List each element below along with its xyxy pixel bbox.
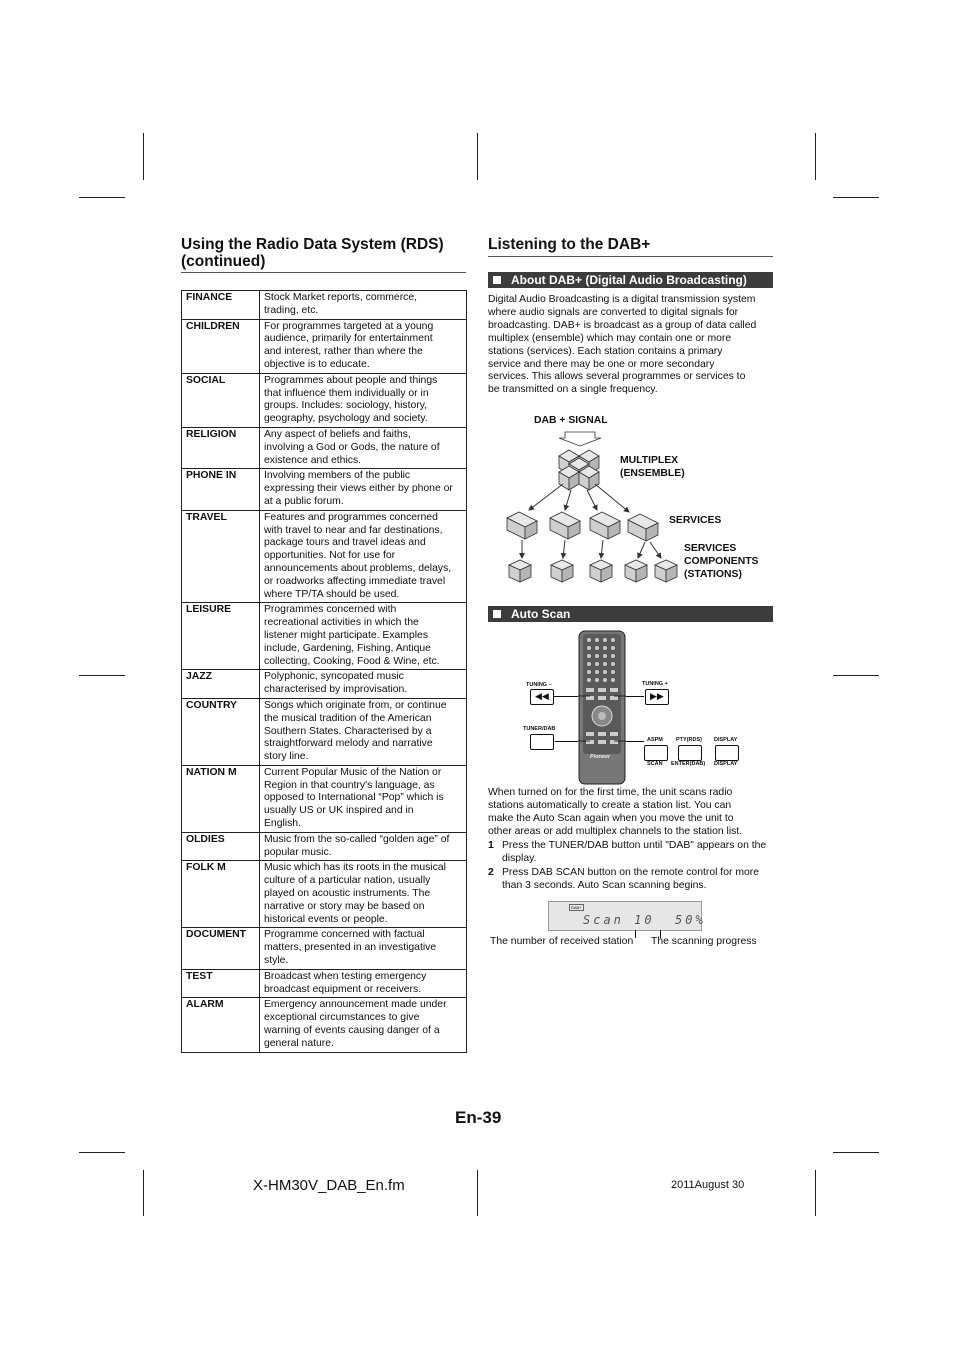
description-line: historical events or people. <box>264 913 388 925</box>
text-line: When turned on for the first time, the unit scans radio <box>488 787 733 798</box>
pty-name: TRAVEL <box>182 510 260 603</box>
table-row <box>182 319 467 373</box>
tuner-dab-button <box>530 734 554 750</box>
description-line: Current Popular Music of the Nation or <box>264 766 442 778</box>
caption-scan-progress: The scanning progress <box>651 936 757 947</box>
description-line: Involving members of the public <box>264 470 411 482</box>
description-line: involving a God or Gods, the nature of <box>264 441 440 453</box>
title-line: (continued) <box>181 253 266 270</box>
label-line: COMPONENTS <box>684 556 759 567</box>
description-line: package tours and travel ideas and <box>264 537 426 549</box>
description-line: geography, psychology and society. <box>264 413 428 425</box>
description-line: culture of a particular nation, usually <box>264 875 431 887</box>
description-line: that influence them individually or in <box>264 387 429 399</box>
description-line: Emergency announcement made under <box>264 999 447 1011</box>
text-line: services. This allows several programmes or services to <box>488 371 746 383</box>
pty-name: RELIGION <box>182 427 260 468</box>
tuning-plus-label: TUNING + <box>642 681 668 687</box>
description-line: trading, etc. <box>264 304 319 316</box>
pty-description <box>260 765 467 832</box>
pty-description <box>260 698 467 765</box>
about-dab-heading <box>488 272 773 288</box>
description-line: collecting, Cooking, Food & Wine, etc. <box>264 655 440 667</box>
text-line: be transmitted on a single frequency. <box>488 384 658 396</box>
description-line: audience, primarily for entertainment <box>264 333 433 345</box>
description-line: usually US or UK inspired and in <box>264 805 414 817</box>
tuning-minus-label: TUNING − <box>526 682 552 688</box>
description-line: Programmes concerned with <box>264 604 397 616</box>
description-line: Songs which originate from, or continue <box>264 699 447 711</box>
table-row <box>182 291 467 320</box>
pty-description <box>260 510 467 603</box>
description-line: Broadcast when testing emergency <box>264 970 427 982</box>
step-item <box>488 840 773 866</box>
pty-table <box>181 290 467 1053</box>
description-line: matters, presented in an investigative <box>264 942 437 954</box>
table-row <box>182 670 467 699</box>
label-line: (ENSEMBLE) <box>620 468 685 479</box>
text-line: service and there may be one or more secondary <box>488 358 715 370</box>
text-line: multiplex (ensemble) which may contain one or more <box>488 332 732 344</box>
label-line: MULTIPLEX <box>620 455 679 466</box>
pty-name: FOLK M <box>182 861 260 928</box>
lcd-display <box>548 901 706 931</box>
heading-text: About DAB+ (Digital Audio Broadcasting) <box>511 273 747 287</box>
description-line: listener might participate. Examples <box>264 629 429 641</box>
description-line: general nature. <box>264 1037 334 1049</box>
title-line: Using the Radio Data System (RDS) <box>181 236 444 253</box>
fast-forward-icon: ▶▶ <box>650 691 664 701</box>
tuner-dab-label: TUNER/DAB <box>523 726 556 732</box>
services-label: SERVICES <box>669 515 722 526</box>
description-line: story line. <box>264 751 309 763</box>
leader-line <box>626 696 644 697</box>
pty-name: PHONE IN <box>182 469 260 510</box>
pty-description <box>260 603 467 670</box>
aspm-label: ASPM <box>647 737 663 743</box>
pty-description <box>260 832 467 861</box>
description-line: objective is to educate. <box>264 358 370 370</box>
table-row <box>182 998 467 1052</box>
square-bullet-icon <box>493 610 501 618</box>
crop-mark <box>143 133 144 180</box>
description-line: with travel to near and far destinations, <box>264 524 443 536</box>
pty-name: ALARM <box>182 998 260 1052</box>
table-row <box>182 427 467 468</box>
description-line: Music which has its roots in the musical <box>264 862 446 874</box>
description-line: narrative or story may be based on <box>264 900 425 912</box>
description-line: at a public forum. <box>264 495 344 507</box>
pty-description <box>260 928 467 969</box>
crop-mark <box>79 675 125 676</box>
section-rule <box>488 256 773 257</box>
table-row <box>182 765 467 832</box>
description-line: exceptional circumstances to give <box>264 1012 420 1024</box>
crop-mark <box>833 1152 879 1153</box>
about-dab-text <box>488 294 778 397</box>
description-line: Programme concerned with factual <box>264 929 425 941</box>
description-line: Music from the so-called “golden age” of <box>264 833 450 845</box>
remote-control-illustration <box>578 630 626 785</box>
dab-plus-indicator: DAB+ <box>571 905 582 910</box>
pty-name: TEST <box>182 969 260 998</box>
pty-description <box>260 373 467 427</box>
table-row <box>182 969 467 998</box>
dab-diagram <box>495 428 685 588</box>
pty-description <box>260 861 467 928</box>
aspm-scan-button <box>644 745 668 761</box>
pty-name: JAZZ <box>182 670 260 699</box>
text-line: where audio signals are converted to digital signals for <box>488 306 739 318</box>
scan-label: SCAN <box>647 761 663 767</box>
pty-name: NATION M <box>182 765 260 832</box>
description-line: include, Gardening, Fishing, Antique <box>264 642 431 654</box>
crop-mark <box>143 1170 144 1216</box>
description-line: Any aspect of beliefs and faiths, <box>264 428 411 440</box>
section-rule <box>181 272 466 273</box>
description-line: broadcast equipment or receivers. <box>264 983 422 995</box>
pty-name: DOCUMENT <box>182 928 260 969</box>
components-label <box>684 542 758 581</box>
crop-mark <box>815 1170 816 1216</box>
step-number: 1 <box>488 840 494 851</box>
display-label-bottom: DISPLAY <box>714 761 738 767</box>
label-line: SERVICES <box>684 543 737 554</box>
description-line: straightforward melody and narrative <box>264 738 433 750</box>
leader-line <box>553 696 578 697</box>
crop-mark <box>833 675 879 676</box>
pty-description <box>260 427 467 468</box>
description-line: recreational activities in which the <box>264 617 419 629</box>
pty-name: OLDIES <box>182 832 260 861</box>
description-line: where TP/TA should be used. <box>264 588 400 600</box>
description-line: English. <box>264 818 301 830</box>
description-line: opposed to International “Pop” which is <box>264 792 444 804</box>
pty-table-body <box>182 291 467 1053</box>
caption-station-count: The number of received station <box>490 936 634 947</box>
display-label: DISPLAY <box>714 737 738 743</box>
pty-description <box>260 319 467 373</box>
table-row <box>182 510 467 603</box>
auto-scan-text <box>488 787 778 839</box>
table-row <box>182 928 467 969</box>
description-line: warning of events causing danger of a <box>264 1025 440 1037</box>
description-line: style. <box>264 955 289 967</box>
pty-name: LEISURE <box>182 603 260 670</box>
text-line: stations (services). Each station contains a primary <box>488 345 723 357</box>
pty-description <box>260 998 467 1052</box>
pty-name: COUNTRY <box>182 698 260 765</box>
pty-description <box>260 670 467 699</box>
auto-scan-heading <box>488 606 773 622</box>
auto-scan-steps <box>488 840 773 894</box>
pty-name: SOCIAL <box>182 373 260 427</box>
pty-enter-button <box>678 745 702 761</box>
table-row <box>182 603 467 670</box>
rewind-icon: ◀◀ <box>535 691 549 701</box>
crop-mark <box>815 133 816 180</box>
footer-date: 2011August 30 <box>671 1179 745 1191</box>
step-text: Press the TUNER/DAB button until "DAB" appears on the display. <box>502 840 767 864</box>
description-line: the musical tradition of the American <box>264 712 432 724</box>
description-line: Stock Market reports, commerce, <box>264 292 418 303</box>
description-line: existence and ethics. <box>264 454 362 466</box>
pty-description <box>260 291 467 320</box>
table-row <box>182 861 467 928</box>
table-row <box>182 698 467 765</box>
text-line: stations automatically to create a station list. You can <box>488 799 732 811</box>
pty-rds-label: PTY(RDS) <box>676 737 702 743</box>
pty-description <box>260 969 467 998</box>
leader-line <box>555 741 578 742</box>
page-number: En-39 <box>455 1108 502 1127</box>
right-section-title: Listening to the DAB+ <box>488 236 651 253</box>
table-row <box>182 832 467 861</box>
description-line: and interest, rather than where the <box>264 346 423 358</box>
leader-line <box>635 930 636 938</box>
description-line: Polyphonic, syncopated music <box>264 671 404 683</box>
pty-description <box>260 469 467 510</box>
description-line: Southern States. Characterised by a <box>264 725 432 737</box>
description-line: announcements about problems, delays, <box>264 562 452 574</box>
description-line: Programmes about people and things <box>264 374 438 386</box>
crop-mark <box>477 133 478 180</box>
step-number: 2 <box>488 866 494 878</box>
crop-mark <box>477 1170 478 1216</box>
description-line: opportunities. Not for use for <box>264 550 396 562</box>
table-row <box>182 469 467 510</box>
crop-mark <box>833 197 879 198</box>
description-line: Region in that country's language, as <box>264 779 435 791</box>
text-line: make the Auto Scan again when you move the unit to <box>488 812 734 824</box>
description-line: For programmes targeted at a young <box>264 320 434 332</box>
step-item <box>488 867 773 893</box>
remote-brand: Pioneer <box>590 754 611 760</box>
enter-dab-label: ENTER(DAB) <box>671 761 706 767</box>
description-line: expressing their views either by phone or <box>264 483 453 495</box>
leader-line <box>626 741 644 742</box>
text-line: Digital Audio Broadcasting is a digital transmission system <box>488 294 756 305</box>
label-line: (STATIONS) <box>684 569 742 580</box>
step-text: Press DAB SCAN button on the remote control for more than 3 seconds. Auto Scan scanning begins. <box>502 866 759 891</box>
left-section-title <box>181 236 471 270</box>
table-row <box>182 373 467 427</box>
pty-name: CHILDREN <box>182 319 260 373</box>
description-line: popular music. <box>264 846 332 858</box>
crop-mark <box>79 197 125 198</box>
description-line: Features and programmes concerned <box>264 511 438 523</box>
text-line: broadcasting. DAB+ is broadcast as a group of data called <box>488 319 757 331</box>
square-bullet-icon <box>493 276 501 284</box>
description-line: characterised by improvisation. <box>264 684 408 696</box>
display-button <box>715 745 739 761</box>
pty-name: FINANCE <box>182 291 260 320</box>
crop-mark <box>79 1152 125 1153</box>
description-line: or roadworks affecting immediate travel <box>264 575 446 587</box>
text-line: other areas or add multiplex channels to the station list. <box>488 825 743 837</box>
dab-signal-label: DAB + SIGNAL <box>534 415 608 426</box>
description-line: groups. Includes: sociology, history, <box>264 400 428 412</box>
footer-filename: X-HM30V_DAB_En.fm <box>253 1177 405 1194</box>
description-line: played on acoustic instruments. The <box>264 888 431 900</box>
heading-text: Auto Scan <box>511 607 571 621</box>
lcd-text: Scan 10 50% <box>583 913 706 927</box>
